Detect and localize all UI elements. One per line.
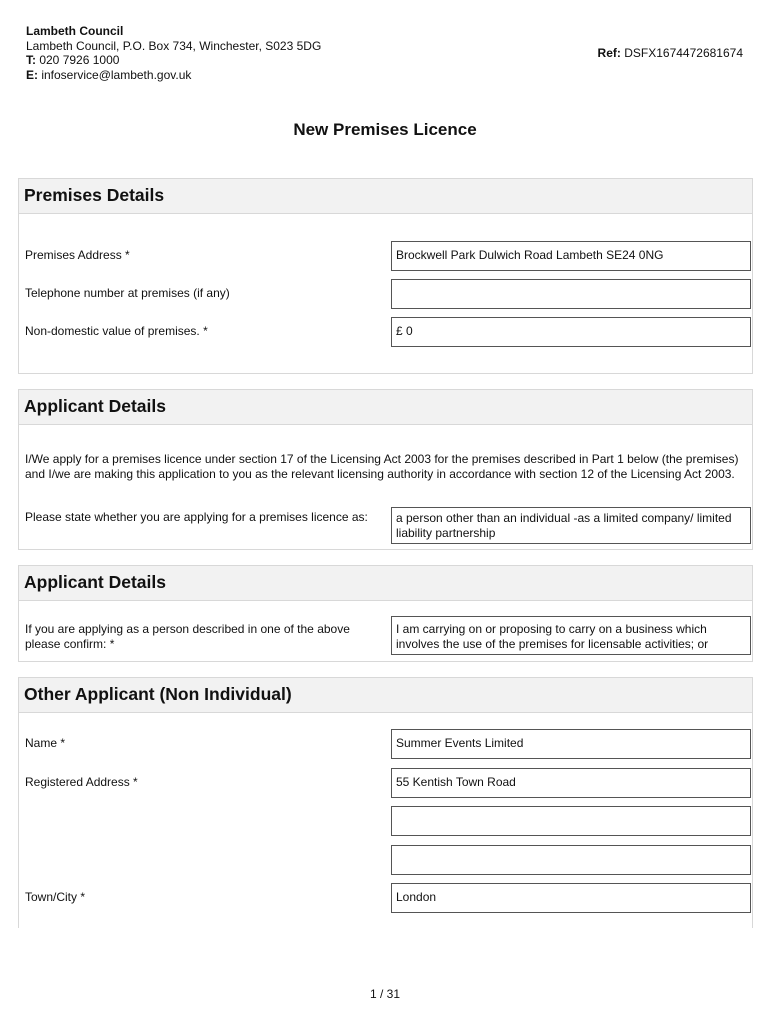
premises-phone-field[interactable]: [391, 279, 751, 309]
section-heading: Applicant Details: [19, 566, 752, 601]
email-label: E:: [26, 67, 38, 82]
field-label: Name *: [25, 736, 66, 750]
field-label: Town/City *: [25, 890, 86, 904]
applicant-intro-text: I/We apply for a premises licence under section 17 of the Licensing Act 2003 for the premises described in Part 1 below (the premises) and I/we are making this application to you as the relevant licensing authority in accordance with section 12 of the Licensing Act 2003.: [25, 452, 739, 481]
registered-address-line3-field[interactable]: [391, 845, 751, 875]
other-applicant-section: [18, 677, 753, 928]
town-field[interactable]: London: [391, 883, 751, 913]
applicant-confirm-field[interactable]: I am carrying on or proposing to carry on a business which involves the use of the premises for licensable activities; or: [391, 616, 751, 655]
name-field[interactable]: Summer Events Limited: [391, 729, 751, 759]
applicant-details-section: [18, 389, 753, 550]
email-value: infoservice@lambeth.gov.uk: [38, 67, 192, 82]
premises-value-field[interactable]: £ 0: [391, 317, 751, 347]
premises-details-section: [18, 178, 753, 374]
document-title: New Premises Licence: [293, 120, 477, 139]
org-telephone: [26, 53, 321, 68]
applicant-confirm-section: [18, 565, 753, 662]
org-address: Lambeth Council, P.O. Box 734, Winchester, S023 5DG: [26, 38, 322, 53]
field-label: Registered Address *: [25, 775, 138, 789]
registered-address-line2-field[interactable]: [391, 806, 751, 836]
section-heading: Premises Details: [19, 179, 752, 214]
applicant-type-field[interactable]: a person other than an individual -as a limited company/ limited liability partnership: [391, 507, 751, 544]
tel-value: 020 7926 1000: [36, 53, 120, 67]
field-label: If you are applying as a person described in one of the above please confirm: *: [25, 622, 350, 651]
field-label: Telephone number at premises (if any): [25, 286, 230, 300]
page-number: 1 / 31: [369, 987, 401, 1001]
section-heading: Applicant Details: [19, 390, 752, 425]
premises-address-field[interactable]: Brockwell Park Dulwich Road Lambeth SE24 0NG: [391, 241, 751, 271]
registered-address-line1-field[interactable]: 55 Kentish Town Road: [391, 768, 751, 798]
ref-value: DSFX1674472681674: [620, 46, 743, 60]
letter-header: [26, 24, 321, 82]
field-label: Please state whether you are applying for a premises licence as:: [25, 510, 368, 524]
ref-label: Ref:: [597, 46, 621, 60]
field-label: Non-domestic value of premises. *: [25, 324, 208, 338]
org-name: Lambeth Council: [26, 24, 124, 38]
section-heading: Other Applicant (Non Individual): [19, 678, 752, 713]
org-email: [26, 68, 321, 83]
field-label: Premises Address *: [25, 248, 130, 262]
tel-label: T:: [26, 53, 36, 67]
reference: [598, 46, 743, 60]
